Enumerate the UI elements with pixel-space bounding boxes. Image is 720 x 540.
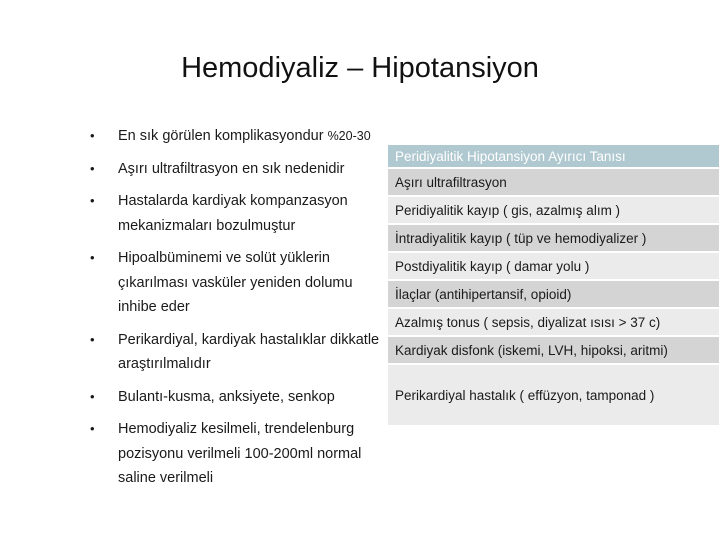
table-row xyxy=(388,196,719,224)
table-row xyxy=(388,336,719,364)
bullet-item xyxy=(90,328,390,377)
table-header-row xyxy=(388,145,719,168)
table-row xyxy=(388,308,719,336)
bullet-text: Perikardiyal, kardiyak hastalıklar dikkatle araştırılmalıdır xyxy=(118,331,380,372)
table-row xyxy=(388,252,719,280)
table-row xyxy=(388,364,719,426)
table-row xyxy=(388,168,719,196)
bullet-dot-icon: • xyxy=(90,128,95,143)
slide-title xyxy=(0,52,720,85)
table-cell: Azalmış tonus ( sepsis, diyalizat ısısı > 37 c) xyxy=(388,308,719,336)
table-row xyxy=(388,224,719,252)
bullet-dot-icon: • xyxy=(90,388,95,404)
bullet-list xyxy=(90,124,390,499)
table-cell: Kardiyak disfonk (iskemi, LVH, hipoksi, aritmi) xyxy=(388,336,719,364)
bullet-item xyxy=(90,157,390,182)
table-row xyxy=(388,280,719,308)
bullet-item xyxy=(90,246,390,320)
bullet-dot-icon: • xyxy=(90,421,95,436)
bullet-text: Hipoalbüminemi ve solüt yüklerin çıkarılması vasküler yeniden dolumu inhibe eder xyxy=(118,250,353,315)
bullet-text: Hastalarda kardiyak kompanzasyon mekanizmaları bozulmuştur xyxy=(118,193,348,234)
bullet-text: Bulantı-kusma, anksiyete, senkop xyxy=(118,388,335,405)
bullet-text: Hemodiyaliz kesilmeli, trendelenburg pozisyonu verilmeli 100-200ml normal saline verilmeli xyxy=(118,421,362,486)
table-cell: Postdiyalitik kayıp ( damar yolu ) xyxy=(388,252,719,280)
bullet-item xyxy=(90,417,390,491)
table-cell: İlaçlar (antihipertansif, opioid) xyxy=(388,280,719,308)
table-cell: Perikardiyal hastalık ( effüzyon, tamponad ) xyxy=(388,364,719,426)
slide-title-text: Hemodiyaliz – Hipotansiyon xyxy=(181,52,539,84)
table-cell: Peridiyalitik kayıp ( gis, azalmış alım ) xyxy=(388,196,719,224)
table-header-cell: Peridiyalitik Hipotansiyon Ayırıcı Tanısı xyxy=(388,145,719,168)
bullet-text: En sık görülen komplikasyondur xyxy=(118,128,324,144)
bullet-text: Aşırı ultrafiltrasyon en sık nedenidir xyxy=(118,160,345,177)
bullet-item xyxy=(90,124,390,149)
bullet-suffix: %20-30 xyxy=(327,129,371,143)
table-cell: Aşırı ultrafiltrasyon xyxy=(388,168,719,196)
bullet-dot-icon: • xyxy=(90,160,95,176)
bullet-dot-icon: • xyxy=(90,250,95,265)
table-cell: İntradiyalitik kayıp ( tüp ve hemodiyalizer ) xyxy=(388,224,719,252)
bullet-item xyxy=(90,385,390,410)
bullet-dot-icon: • xyxy=(90,331,95,347)
bullet-item xyxy=(90,189,390,238)
differential-table xyxy=(388,145,719,427)
bullet-dot-icon: • xyxy=(90,193,95,208)
